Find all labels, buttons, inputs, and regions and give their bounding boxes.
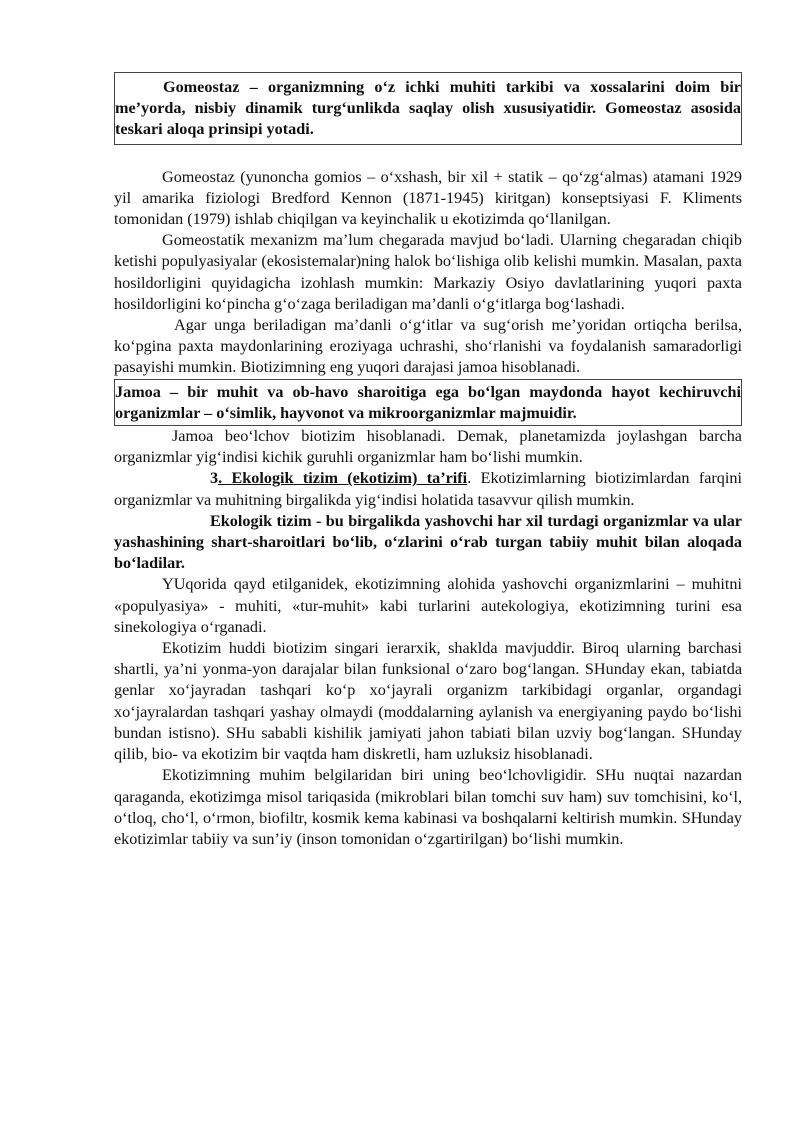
paragraph-gomeostaz-origin: Gomeostaz (yunoncha gomios – o‘xshash, bir xil + statik – qo‘zg‘almas) atamani 1929 yil amarika fiziologi Bredford Kennon (1871-1945) kiritgan) konseptsiyasi F. Kliments tomonidan (1979) ishlab chiqilgan va keyinchalik u ekotizimda qo‘llanilgan. [114,167,742,229]
paragraph-ecosystem-examples: Ekotizimning muhim belgilaridan biri uning beo‘lchovligidir. SHu nuqtai nazardan qaraganda, ekotizimga misol tariqasida (mikroblari bilan tomchi suv ham) suv tomchisini, ko‘l, o‘tloq, cho‘l, o‘rmon, biofiltr, kosmik kema kabinasi va boshqalarni keltirish mumkin. SHunday ekotizimlar tabiiy va sun’iy (inson tomonidan o‘zgartirilgan) bo‘lishi mumkin. [114,766,742,848]
gomeostaz-definition: Gomeostaz – organizmning o‘z ichki muhiti tarkibi va xossalarini doim bir me’yorda, nisbiy dinamik turg‘unlikda saqlay olish xususiyatidir. Gomeostaz asosida teskari aloqa prinsipi yotadi. [115,78,741,139]
jamoa-definition: Jamoa – bir muhit va ob-havo sharoitiga ega bo‘lgan maydonda hayot kechiruvchi organizmlar – o‘simlik, hayvonot va mikroorganizmlar majmuidir. [115,382,741,422]
paragraph-hierarchy: Ekotizim huddi biotizim singari ierarxik, shaklda mavjuddir. Biroq ularning barchasi shartli, ya’ni yonma-yon darajalar bilan funksional o‘zaro bog‘langan. SHunday ekan, tabiatda genlar xo‘jayradan tashqari ko‘p xo‘jayrali organizm tarkibidagi organlar, organdagi xo‘jayralardan tashqari yashay olmaydi (moddalarning aylanish va energiyaning paydo bo‘lishi bundan istisno). SHu sababli kishilik jamiyati jahon tabiati bilan uzviy bog‘langan. SHunday qilib, bio- va ekotizim bir vaqtda ham diskretli, ham uzluksiz hisoblanadi. [114,639,742,764]
section-title: . Ekologik tizim (ekotizim) ta’rifi [218,469,468,488]
spacer [114,145,742,167]
section-heading-paragraph [114,468,742,510]
paragraph-fertilizer-effect: Agar unga beriladigan ma’danli o‘g‘itlar va sug‘orish me’yoridan ortiqcha berilsa, ko‘pgina paxta maydonlarining eroziyaga uchrashi, sho‘rlanishi va foydalanish samaradorligi pasayishi mumkin. Biotizimning eng yuqori darajasi jamoa hisoblanadi. [114,316,742,377]
definition-box-jamoa [114,379,742,426]
document-page [114,72,742,850]
paragraph-jamoa: Jamoa beo‘lchov biotizim hisoblanadi. Demak, planetamizda joylashgan barcha organizmlar yig‘indisi kichik guruhli organizmlar ham bo‘lishi mumkin. [114,427,742,467]
section-intro: . Ekotizimlarning biotizimlardan farqini organizmlar va muhitning birgalikda yig‘indisi holatida tasavvur qilish mumkin. [114,469,742,509]
paragraph-gomeostatic-mechanism: Gomeostatik mexanizm ma’lum chegarada mavjud bo‘ladi. Ularning chegaradan chiqib ketishi populyasiyalar (ekosistemalar)ning halok bo‘lishiga olib kelishi mumkin. Masalan, paxta hosildorligini quyidagicha izohlash mumkin: Markaziy Osiyo davlatlarining yuqori paxta hosildorligini ko‘pincha g‘o‘zaga beriladigan ma’danli o‘g‘itlarga bog‘lashadi. [114,231,742,313]
paragraph-autecology: YUqorida qayd etilganidek, ekotizimning alohida yashovchi organizmlarini – muhitni «populyasiya» - muhiti, «tur-muhit» kabi turlarini autekologiya, ekotizimning turini esa sinekologiya o‘rganadi. [114,575,742,636]
ecosystem-definition: Ekologik tizim - bu birgalikda yashovchi har xil turdagi organizmlar va ular yashashining shart-sharoitlari bo‘lib, o‘zlarini o‘rab turgan tabiiy muhit bilan aloqada bo‘ladilar. [114,511,742,573]
section-number: 3 [210,469,219,488]
definition-box-gomeostaz [114,72,742,145]
